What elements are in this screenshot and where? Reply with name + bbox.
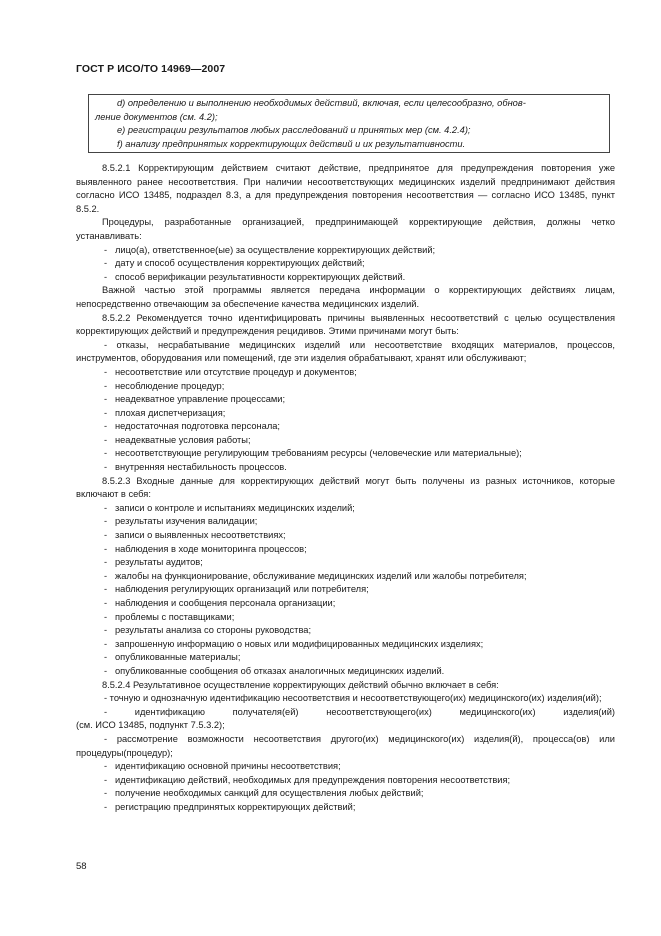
list-item: - идентификацию действий, необходимых для предупреждения повторения несоответствия; [104, 774, 511, 785]
clause-8-5-2-2: 8.5.2.2 Рекомендуется точно идентифицировать причины выявленных несоответствий с целью осуществления корректирующих действий и предупреждения рецидивов. Этими причинами могут быть: [76, 312, 615, 337]
list-causes [76, 366, 615, 475]
list-item: - записи о выявленных несоответствиях; [104, 530, 286, 541]
list-item: - результаты анализа со стороны руководства; [104, 625, 312, 636]
list-item: - записи о контроле и испытаниях медицинских изделий; [104, 502, 355, 513]
list-item: - наблюдения и сообщения персонала организации; [104, 598, 336, 608]
continued-list-box [88, 94, 610, 153]
list-item: - лицо(а), ответственное(ые) за осуществление корректирующих действий; [104, 244, 436, 255]
list-item: - способ верификации результативности корректирующих действий. [104, 271, 406, 282]
list-item: - недостаточная подготовка персонала; [104, 421, 280, 432]
list-item: - результаты изучения валидации; [104, 516, 258, 527]
list-item: - жалобы на функционирование, обслуживание медицинских изделий или жалобы потребителя; [104, 570, 527, 581]
list-item-continuation: (см. ИСО 13485, подпункт 7.5.3.2); [76, 720, 225, 731]
list-item: - несоответствующие регулирующим требованиям ресурсы (человеческие или материальные); [104, 448, 522, 459]
paragraph-procedures: Процедуры, разработанные организацией, предпринимающей корректирующие действия, должны четко устанавливать: [76, 217, 615, 241]
list-input-sources [76, 502, 615, 679]
list-item: - опубликованные материалы; [104, 652, 241, 663]
list-item: - наблюдения в ходе мониторинга процессов; [104, 543, 307, 554]
list-item: - неадекватные условия работы; [104, 434, 251, 445]
list-item: - отказы, несрабатывание медицинских изделий или несоответствие входящих материалов, процессов, инструментов, оборудования или помещений, где эти изделия обрабатывают, хранят или обслуживают; [76, 339, 615, 364]
list-responsibilities [76, 244, 615, 285]
clause-8-5-2-3: 8.5.2.3 Входные данные для корректирующих действий могут быть получены из разных источников, которые включают в себя: [76, 475, 615, 500]
box-item-e: e) регистрации результатов любых расследований и принятых мер (см. 4.2.4); [117, 125, 471, 136]
standard-header: ГОСТ Р ИСО/ТО 14969—2007 [76, 63, 226, 75]
document-body [76, 162, 615, 815]
list-item: - неадекватное управление процессами; [104, 394, 286, 405]
list-item: - наблюдения регулирующих организаций или потребителя; [104, 584, 369, 595]
box-item-f: f) анализу предпринятых корректирующих действий и их результативности. [117, 138, 466, 149]
page-number: 58 [76, 861, 87, 872]
list-item: - рассмотрение возможности несоответствия другого(их) медицинского(их) изделия(й), процесса(ов) или процедуры(процедур); [76, 733, 615, 758]
list-item: - несоблюдение процедур; [104, 380, 225, 391]
list-item: - опубликованные сообщения об отказах аналогичных медицинских изделий. [104, 665, 445, 676]
list-item: - точную и однозначную идентификацию несоответствия и несоответствующего(их) медицинского(их) изделия(ий); [104, 693, 602, 704]
list-item: - проблемы с поставщиками; [104, 611, 235, 622]
list-item: - регистрацию предпринятых корректирующих действий; [104, 801, 356, 812]
list-item: - результаты аудитов; [104, 557, 203, 568]
box-item-d-cont: ление документов (см. 4.2); [95, 111, 218, 122]
list-item: - запрошенную информацию о новых или модифицированных медицинских изделиях; [104, 638, 484, 649]
list-item: - идентификацию получателя(ей) несоответствующего(их) медицинского(их) изделия(ий) [104, 706, 615, 717]
clause-8-5-2-4: 8.5.2.4 Результативное осуществление корректирующих действий обычно включает в себя: [102, 679, 499, 690]
list-item: - дату и способ осуществления корректирующих действий; [104, 258, 365, 269]
list-item: - плохая диспетчеризация; [104, 407, 226, 418]
list-item: - идентификацию основной причины несоответствия; [104, 761, 341, 772]
clause-8-5-2-1: 8.5.2.1 Корректирующим действием считают действие, предпринятое для предупреждения повторения уже выявленного ранее несоответствия. При наличии несоответствующих медицинских изделий предпринимают действия согласно ИСО 13485, подраздел 8.3, а для предупреждения повторения несоответствия — согласно ИСО 13485, пункт 8.5.2. [76, 163, 615, 214]
list-item: - несоответствие или отсутствие процедур и документов; [104, 366, 357, 377]
list-item: - внутренняя нестабильность процессов. [104, 462, 287, 473]
paragraph-communication: Важной частью этой программы является передача информации о корректирующих действиях лицам, непосредственно отвечающим за обеспечение качества медицинских изделий. [76, 285, 615, 309]
list-item: - получение необходимых санкций для осуществления любых действий; [104, 788, 424, 799]
list-effective-actions [76, 760, 615, 814]
box-item-d: d) определению и выполнению необходимых действий, включая, если целесообразно, обнов- [117, 98, 526, 108]
